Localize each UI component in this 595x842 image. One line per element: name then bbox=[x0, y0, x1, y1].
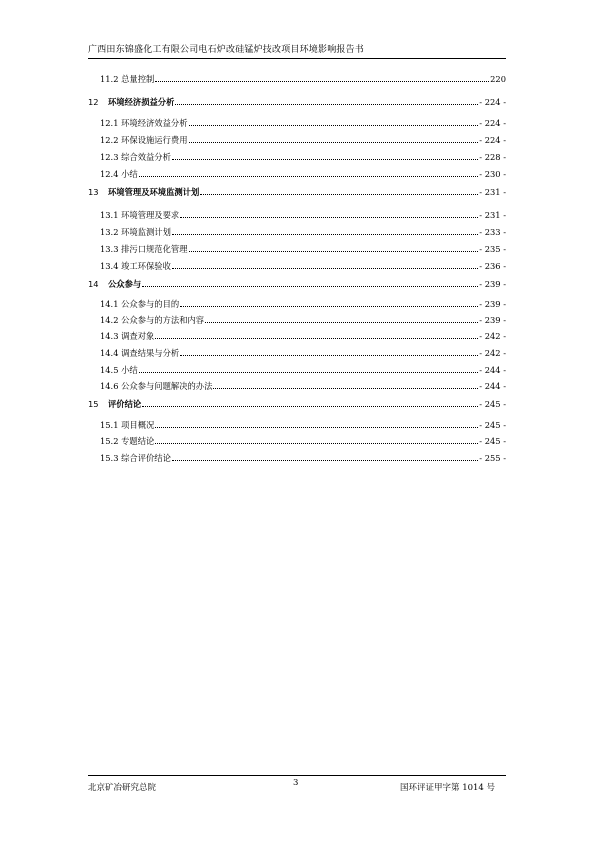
toc-entry-label: 11.2 总量控制 bbox=[100, 74, 155, 84]
toc-dot-leader bbox=[180, 217, 478, 218]
toc-section-entry[interactable] bbox=[100, 379, 506, 391]
toc-chapter-entry[interactable] bbox=[88, 397, 506, 409]
toc-dot-leader bbox=[200, 194, 478, 195]
toc-entry-label bbox=[88, 399, 141, 409]
toc-section-entry[interactable] bbox=[100, 259, 506, 271]
toc-chapter-entry[interactable] bbox=[88, 277, 506, 289]
toc-entry-label bbox=[88, 97, 174, 107]
toc-chapter-entry[interactable] bbox=[88, 95, 506, 107]
toc-page-number: - 244 - bbox=[479, 365, 506, 375]
footer-certificate: 国环评证甲字第 1014 号 bbox=[400, 783, 496, 793]
toc-dot-leader bbox=[205, 322, 478, 323]
toc-dot-leader bbox=[142, 286, 478, 287]
toc-page-number: - 245 - bbox=[479, 420, 506, 430]
toc-chapter-title: 环境经济损益分析 bbox=[108, 97, 175, 107]
toc-entry-label: 15.2 专题结论 bbox=[100, 436, 155, 446]
toc-entry-label bbox=[88, 187, 199, 197]
toc-entry-label: 14.2 公众参与的方法和内容 bbox=[100, 315, 205, 325]
toc-chapter-title: 环境管理及环境监测计划 bbox=[108, 187, 200, 197]
toc-section-entry[interactable] bbox=[100, 346, 506, 358]
toc-chapter-number: 13 bbox=[88, 187, 99, 197]
toc-page-number: - 245 - bbox=[479, 399, 506, 409]
footer-divider bbox=[88, 775, 506, 776]
toc-dot-leader bbox=[172, 460, 478, 461]
toc-entry-label: 14.3 调查对象 bbox=[100, 331, 155, 341]
toc-dot-leader bbox=[213, 388, 478, 389]
toc-page-number: - 244 - bbox=[479, 381, 506, 391]
toc-page-number: - 239 - bbox=[479, 315, 506, 325]
toc-section-entry[interactable] bbox=[100, 451, 506, 463]
toc-page-number: - 224 - bbox=[479, 97, 506, 107]
page-number: 3 bbox=[293, 778, 299, 788]
toc-entry-label: 14.6 公众参与问题解决的办法 bbox=[100, 381, 213, 391]
toc-page-number: - 242 - bbox=[479, 348, 506, 358]
toc-entry-label: 14.1 公众参与的目的 bbox=[100, 299, 180, 309]
toc-entry-label: 14.4 调查结果与分析 bbox=[100, 348, 180, 358]
toc-dot-leader bbox=[142, 406, 478, 407]
toc-page-number: - 236 - bbox=[479, 261, 506, 271]
toc-page-number: - 235 - bbox=[479, 244, 506, 254]
toc-page-number: - 233 - bbox=[479, 227, 506, 237]
toc-entry-label: 14.5 小结 bbox=[100, 365, 138, 375]
toc-section-entry[interactable] bbox=[100, 242, 506, 254]
toc-entry-label: 15.3 综合评价结论 bbox=[100, 453, 171, 463]
toc-section-entry[interactable] bbox=[100, 313, 506, 325]
toc-section-entry[interactable] bbox=[100, 133, 506, 145]
toc-dot-leader bbox=[172, 234, 478, 235]
toc-page-number: - 255 - bbox=[479, 453, 506, 463]
toc-section-entry[interactable] bbox=[100, 225, 506, 237]
toc-section-entry[interactable] bbox=[100, 297, 506, 309]
toc-chapter-number: 15 bbox=[88, 399, 99, 409]
toc-dot-leader bbox=[180, 306, 478, 307]
toc-entry-label: 13.2 环境监测计划 bbox=[100, 227, 171, 237]
toc-page-number: - 245 - bbox=[479, 436, 506, 446]
toc-dot-leader bbox=[189, 125, 479, 126]
toc-chapter-title: 公众参与 bbox=[108, 279, 142, 289]
toc-dot-leader bbox=[189, 142, 479, 143]
toc-page-number: - 231 - bbox=[479, 187, 506, 197]
toc-page-number: - 224 - bbox=[479, 135, 506, 145]
toc-page-number: - 239 - bbox=[479, 299, 506, 309]
toc-chapter-entry[interactable] bbox=[88, 185, 506, 197]
toc-entry-label: 13.3 排污口规范化管理 bbox=[100, 244, 188, 254]
toc-dot-leader bbox=[180, 355, 478, 356]
toc-section-entry[interactable] bbox=[100, 208, 506, 220]
header-title: 广西田东锦盛化工有限公司电石炉改硅锰炉技改项目环境影响报告书 bbox=[88, 45, 365, 55]
header-divider bbox=[88, 58, 506, 59]
toc-page-number: - 231 - bbox=[479, 210, 506, 220]
toc-dot-leader bbox=[139, 372, 479, 373]
toc-dot-leader bbox=[155, 338, 478, 339]
toc-page-number: - 242 - bbox=[479, 331, 506, 341]
toc-section-entry[interactable] bbox=[100, 150, 506, 162]
toc-chapter-title: 评价结论 bbox=[108, 399, 142, 409]
toc-section-entry[interactable] bbox=[100, 116, 506, 128]
toc-page-number: - 239 - bbox=[479, 279, 506, 289]
footer-institute: 北京矿冶研究总院 bbox=[88, 783, 157, 793]
toc-entry-label: 12.4 小结 bbox=[100, 169, 138, 179]
toc-dot-leader bbox=[139, 176, 479, 177]
toc-chapter-number: 14 bbox=[88, 279, 99, 289]
toc-dot-leader bbox=[155, 81, 489, 82]
toc-dot-leader bbox=[172, 159, 478, 160]
toc-entry-label: 13.1 环境管理及要求 bbox=[100, 210, 180, 220]
toc-section-entry[interactable] bbox=[100, 434, 506, 446]
toc-dot-leader bbox=[172, 268, 478, 269]
toc-page-number: 220 bbox=[490, 74, 506, 84]
toc-dot-leader bbox=[175, 104, 478, 105]
toc-dot-leader bbox=[155, 443, 478, 444]
toc-entry-label bbox=[88, 279, 141, 289]
toc-entry-label: 15.1 项目概况 bbox=[100, 420, 155, 430]
toc-dot-leader bbox=[189, 251, 479, 252]
toc-entry-label: 12.2 环保设施运行费用 bbox=[100, 135, 188, 145]
toc-entry-label: 12.3 综合效益分析 bbox=[100, 152, 171, 162]
toc-dot-leader bbox=[155, 427, 478, 428]
toc-section-entry[interactable] bbox=[100, 418, 506, 430]
toc-entry-label: 12.1 环境经济效益分析 bbox=[100, 118, 188, 128]
toc-section-entry[interactable] bbox=[100, 167, 506, 179]
toc-section-entry[interactable] bbox=[100, 72, 506, 84]
toc-entry-label: 13.4 竣工环保验收 bbox=[100, 261, 171, 271]
toc-page-number: - 224 - bbox=[479, 118, 506, 128]
toc-chapter-number: 12 bbox=[88, 97, 99, 107]
toc-section-entry[interactable] bbox=[100, 329, 506, 341]
toc-section-entry[interactable] bbox=[100, 363, 506, 375]
toc-page-number: - 230 - bbox=[479, 169, 506, 179]
toc-page-number: - 228 - bbox=[479, 152, 506, 162]
